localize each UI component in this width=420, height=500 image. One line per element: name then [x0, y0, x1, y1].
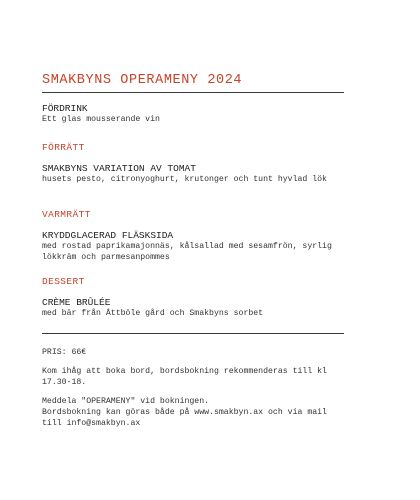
starter-dish-name: SMAKBYNS VARIATION AV TOMAT	[42, 163, 196, 174]
starter-section	[42, 142, 344, 185]
section-heading-dessert: DESSERT	[42, 276, 85, 287]
section-heading-main-course: VARMRÄTT	[42, 209, 91, 220]
dessert-section	[42, 276, 344, 319]
contact-block	[42, 396, 344, 429]
price-text: PRIS: 66€	[42, 348, 87, 357]
dessert-dish-name: CRÈME BRÛLÉE	[42, 297, 111, 308]
footer-divider	[42, 333, 344, 334]
aperitif-name: FÖRDRINK	[42, 103, 88, 114]
main-course-dish-description: med rostad paprikamajonnäs, kålsallad med sesamfrön, syrlig lökkräm och parmesanpommes	[42, 242, 332, 262]
booking-note: Kom ihåg att boka bord, bordsbokning rekommenderas till kl 17.30-18.	[42, 367, 327, 387]
dessert-dish-description: med bär från Åttböle gård och Smakbyns sorbet	[42, 309, 264, 318]
booking-note-block	[42, 366, 344, 388]
contact-note: Bordsbokning kan göras både på www.smakbyn.ax och via mail till info@smakbyn.ax	[42, 408, 327, 428]
aperitif-block	[42, 103, 344, 125]
starter-dish-description: husets pesto, citronyoghurt, krutonger och tunt hyvlad lök	[42, 175, 327, 184]
title-divider	[42, 92, 344, 93]
main-course-dish-name: KRYDDGLACERAD FLÄSKSIDA	[42, 230, 174, 241]
aperitif-description: Ett glas mousserande vin	[42, 115, 160, 124]
mention-note: Meddela "OPERAMENY" vid bokningen.	[42, 397, 210, 406]
menu-title: SMAKBYNS OPERAMENY 2024	[42, 73, 243, 88]
price-block	[42, 347, 344, 358]
section-heading-starter: FÖRRÄTT	[42, 142, 85, 153]
main-course-section	[42, 209, 344, 263]
